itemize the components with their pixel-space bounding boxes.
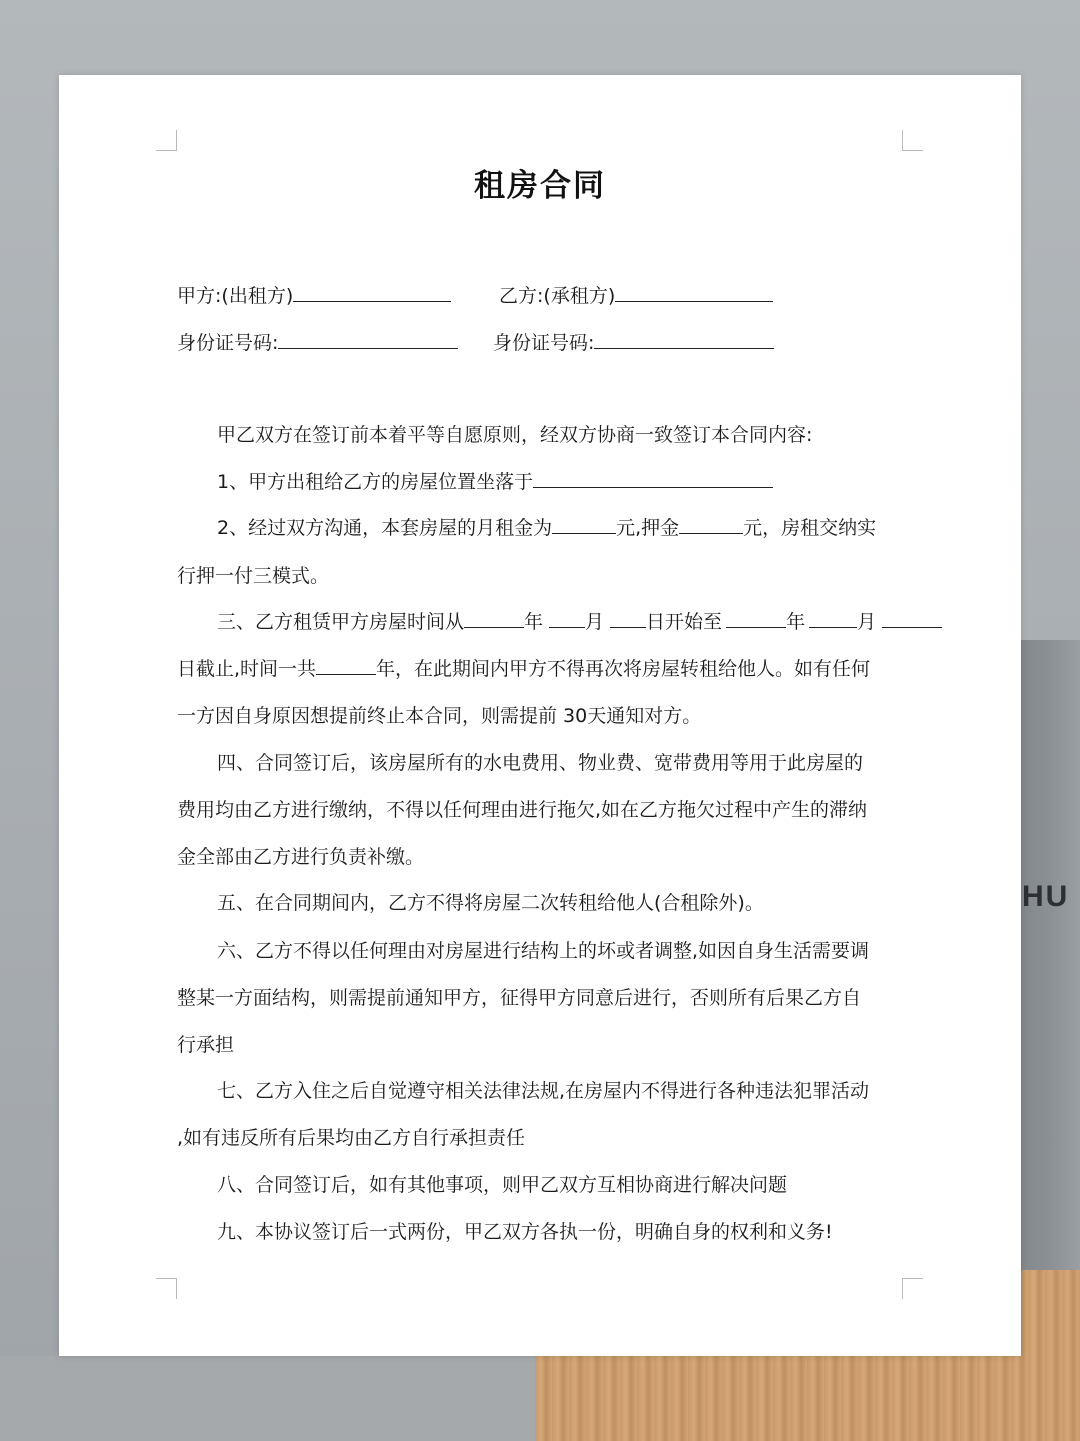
start-month-blank bbox=[549, 609, 585, 628]
clause-3-text-b: 日截止,时间一共 bbox=[177, 658, 317, 680]
clause-2-text-b: 元,押金 bbox=[616, 517, 680, 539]
deposit-blank bbox=[679, 515, 743, 534]
clause-2-line-2: 行押一付三模式。 bbox=[177, 565, 330, 587]
corner-mark bbox=[156, 130, 177, 151]
corner-mark bbox=[902, 130, 923, 151]
clause-2-text-c: 元，房租交纳实 bbox=[743, 517, 877, 539]
party-a-label: 甲方:(出租方) bbox=[177, 285, 294, 307]
floor bbox=[0, 1356, 535, 1441]
id-a-label: 身份证号码: bbox=[177, 332, 279, 354]
clause-3-text-c: 年，在此期间内甲方不得再次将房屋转租给他人。如有任何 bbox=[376, 658, 871, 680]
corner-mark bbox=[902, 1278, 923, 1299]
duration-blank bbox=[316, 656, 376, 675]
location-blank bbox=[533, 469, 773, 488]
clause-4-line-1: 四、合同签订后，该房屋所有的水电费用、物业费、宽带费用等用于此房屋的 bbox=[217, 752, 864, 774]
page-title: 租房合同 bbox=[474, 168, 606, 204]
start-day-blank bbox=[610, 609, 646, 628]
clause-1-text: 1、甲方出租给乙方的房屋位置坐落于 bbox=[217, 471, 534, 493]
end-year-blank bbox=[726, 609, 786, 628]
party-b-blank bbox=[615, 283, 773, 302]
end-day-blank bbox=[882, 609, 942, 628]
id-a-line bbox=[177, 328, 458, 355]
year-label: 年 bbox=[786, 611, 806, 633]
clause-4-line-2: 费用均由乙方进行缴纳，不得以任何理由进行拖欠,如在乙方拖欠过程中产生的滞纳 bbox=[177, 799, 868, 821]
month-label: 月 bbox=[857, 611, 877, 633]
id-b-line bbox=[493, 328, 774, 355]
start-year-blank bbox=[464, 609, 524, 628]
contract-page bbox=[59, 75, 1021, 1356]
party-a-blank bbox=[293, 283, 451, 302]
clause-3-day-from: 日开始至 bbox=[646, 611, 723, 633]
party-a-line bbox=[177, 281, 451, 308]
clause-3-line-3: 一方因自身原因想提前终止本合同，则需提前 30天通知对方。 bbox=[177, 705, 702, 727]
rent-blank bbox=[552, 515, 616, 534]
clause-6-line-2: 整某一方面结构，则需提前通知甲方，征得甲方同意后进行，否则所有后果乙方自 bbox=[177, 987, 862, 1009]
clause-7-line-1: 七、乙方入住之后自觉遵守相关法律法规,在房屋内不得进行各种违法犯罪活动 bbox=[217, 1080, 870, 1102]
party-b-label: 乙方:(承租方) bbox=[499, 285, 616, 307]
clause-3-line-2 bbox=[177, 654, 870, 681]
month-label: 月 bbox=[585, 611, 605, 633]
id-a-blank bbox=[278, 330, 458, 349]
clause-4-line-3: 金全部由乙方进行负责补缴。 bbox=[177, 846, 425, 868]
id-b-blank bbox=[594, 330, 774, 349]
clause-1 bbox=[217, 467, 773, 494]
id-b-label: 身份证号码: bbox=[493, 332, 595, 354]
year-label: 年 bbox=[524, 611, 544, 633]
end-month-blank bbox=[809, 609, 857, 628]
clause-6-line-1: 六、乙方不得以任何理由对房屋进行结构上的坏或者调整,如因自身生活需要调 bbox=[217, 940, 870, 962]
clause-5: 五、在合同期间内，乙方不得将房屋二次转租给他人(合租除外)。 bbox=[217, 892, 764, 914]
clause-9: 九、本协议签订后一式两份，甲乙双方各执一份，明确自身的权利和义务! bbox=[217, 1221, 833, 1243]
clause-3-line-1 bbox=[217, 607, 942, 634]
laptop-logo: HU bbox=[1022, 880, 1070, 913]
clause-3-text-a: 三、乙方租赁甲方房屋时间从 bbox=[217, 611, 465, 633]
clause-7-line-2: ,如有违反所有后果均由乙方自行承担责任 bbox=[177, 1127, 526, 1149]
clause-2-text-a: 2、经过双方沟通，本套房屋的月租金为 bbox=[217, 517, 553, 539]
clause-6-line-3: 行承担 bbox=[177, 1034, 235, 1056]
clause-8: 八、合同签订后，如有其他事项，则甲乙双方互相协商进行解决问题 bbox=[217, 1174, 788, 1196]
party-b-line bbox=[499, 281, 773, 308]
clause-2-line-1 bbox=[217, 513, 876, 540]
corner-mark bbox=[156, 1278, 177, 1299]
intro-text: 甲乙双方在签订前本着平等自愿原则，经双方协商一致签订本合同内容: bbox=[217, 424, 813, 446]
